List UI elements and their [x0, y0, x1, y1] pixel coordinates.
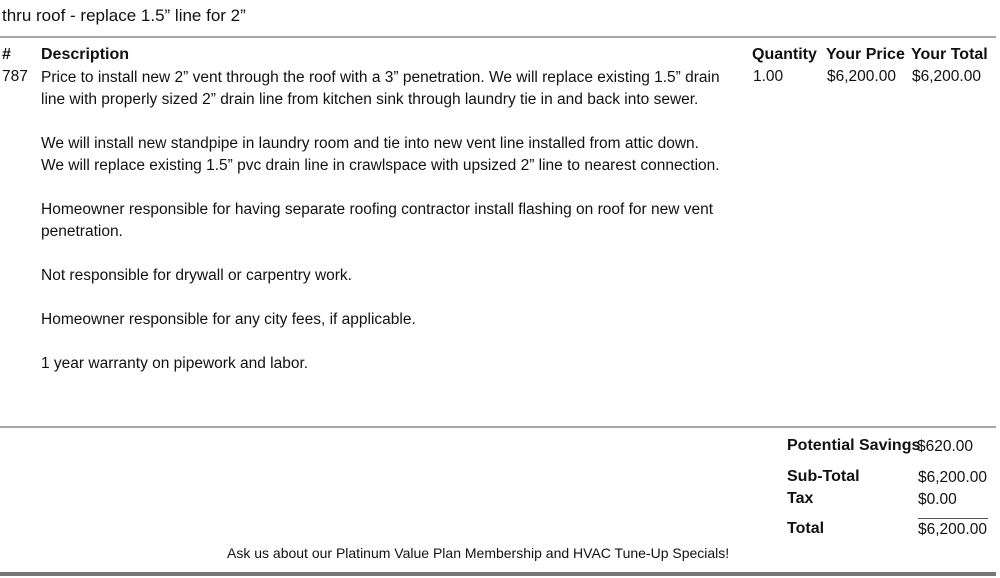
potential-savings-label: Potential Savings: [787, 437, 921, 454]
item-description: [41, 67, 721, 397]
top-divider: [0, 36, 996, 38]
header-description: Description: [41, 46, 130, 63]
document-title: thru roof - replace 1.5” line for 2”: [2, 6, 246, 25]
potential-savings-value: $620.00: [917, 438, 974, 455]
description-paragraph: 1 year warranty on pipework and labor.: [41, 355, 309, 372]
tax-value: $0.00: [918, 491, 957, 508]
total-label: Total: [787, 520, 825, 537]
item-number: 787: [2, 68, 28, 85]
subtotal-label: Sub-Total: [787, 468, 860, 485]
description-paragraph: Homeowner responsible for any city fees, if applicable.: [41, 311, 416, 328]
tax-label: Tax: [787, 490, 814, 507]
total-value: $6,200.00: [918, 521, 987, 538]
summary-divider: [0, 426, 996, 428]
item-quantity: 1.00: [753, 68, 784, 85]
item-your-total: $6,200.00: [912, 68, 981, 85]
item-your-price: $6,200.00: [827, 68, 896, 85]
subtotal-value: $6,200.00: [918, 469, 987, 486]
header-number: #: [2, 46, 11, 63]
description-paragraph: We will install new standpipe in laundry room and tie into new vent line installed from attic down. We will replace existing 1.5” pvc drain line in crawlspace with upsized 2” line to nearest connection.: [41, 135, 720, 174]
description-paragraph: Price to install new 2” vent through the roof with a 3” penetration. We will replace existing 1.5” drain line with properly sized 2” drain line from kitchen sink through laundry tie in and back into sewer.: [41, 69, 720, 108]
total-underline: [918, 518, 988, 519]
description-paragraph: Not responsible for drywall or carpentry work.: [41, 267, 352, 284]
description-paragraph: Homeowner responsible for having separate roofing contractor install flashing on roof for new vent penetration.: [41, 201, 714, 240]
bottom-divider: [0, 572, 996, 576]
header-quantity: Quantity: [752, 46, 817, 63]
header-your-price: Your Price: [826, 46, 905, 63]
header-your-total: Your Total: [911, 46, 988, 63]
footer-promo: Ask us about our Platinum Value Plan Membership and HVAC Tune-Up Specials!: [227, 545, 730, 561]
